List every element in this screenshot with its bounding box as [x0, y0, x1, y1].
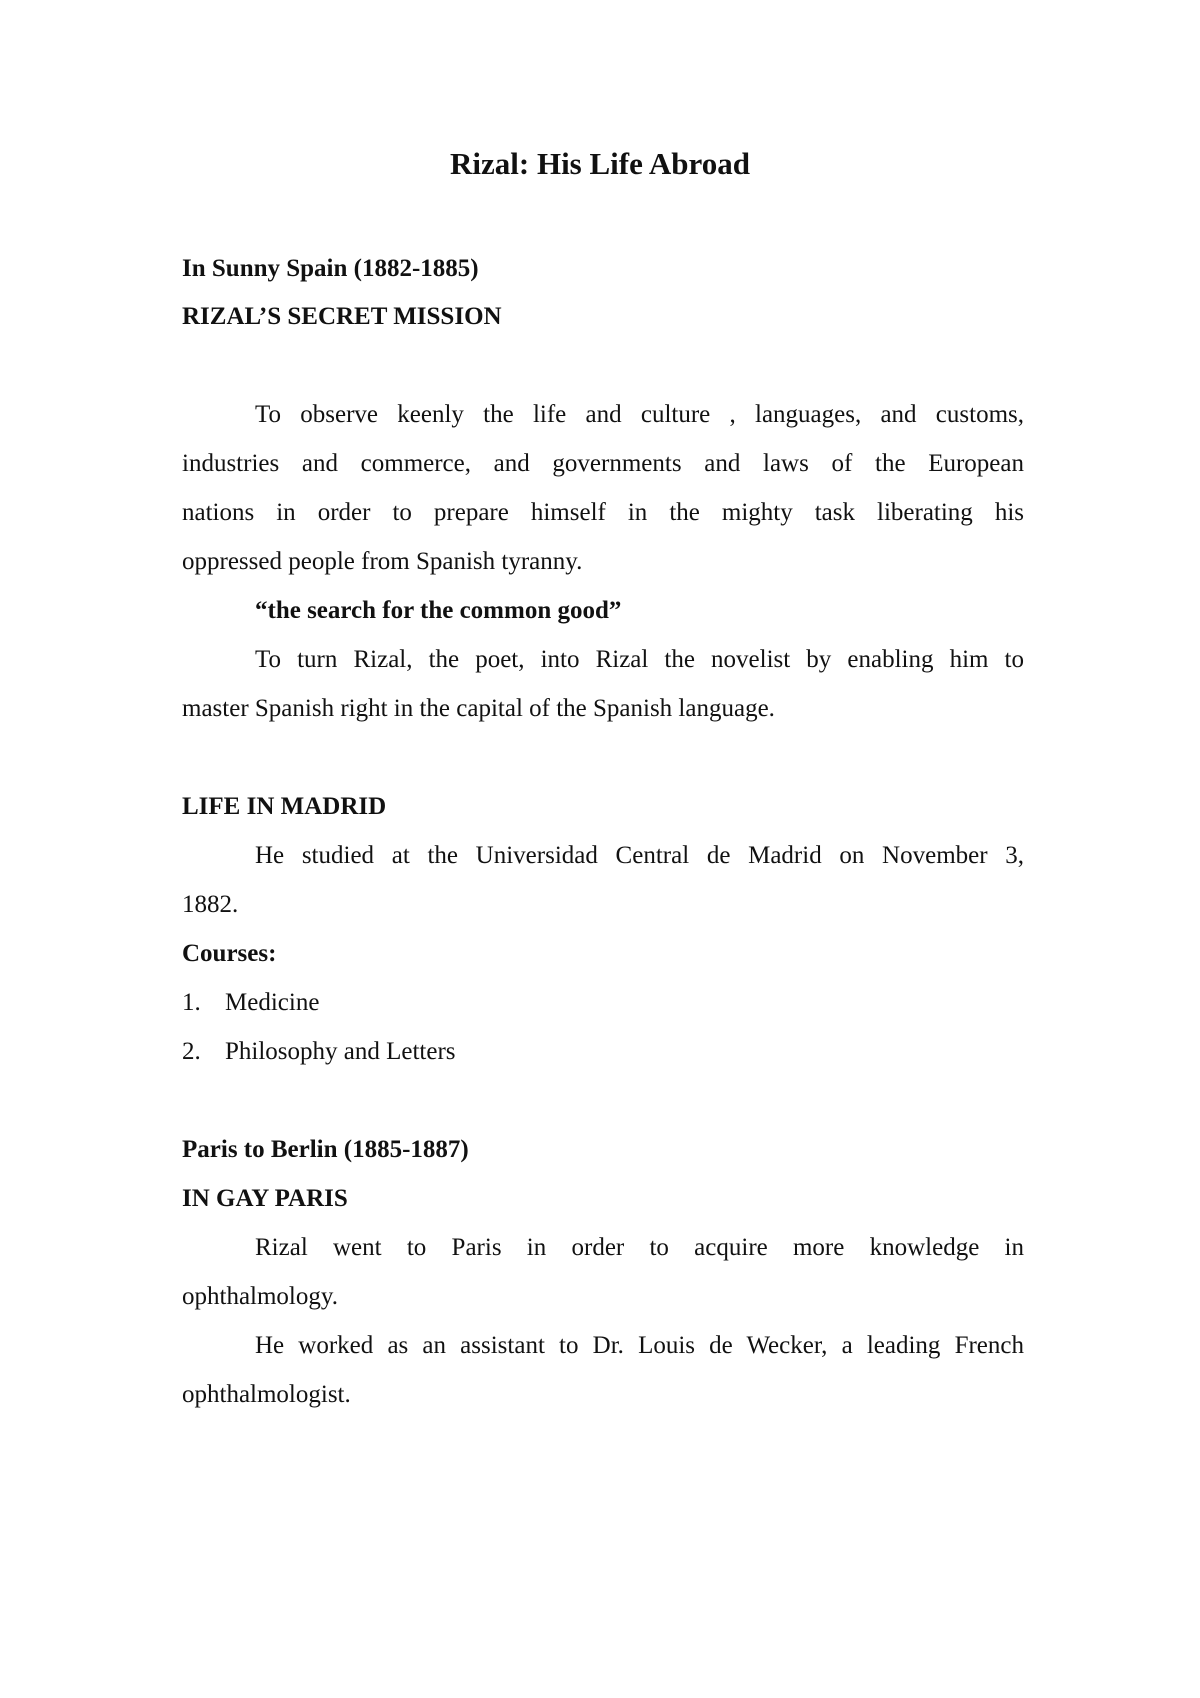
paragraph-line: To turn Rizal, the poet, into Rizal the novelist by enabling him to [255, 646, 1024, 673]
quote-common-good: “the search for the common good” [255, 597, 622, 624]
list-item-text: Philosophy and Letters [225, 1038, 456, 1065]
document-title: Rizal: His Life Abroad [450, 146, 750, 181]
list-item-text: Medicine [225, 989, 320, 1016]
section-subheading-gay-paris: IN GAY PARIS [182, 1185, 348, 1212]
paragraph-line: To observe keenly the life and culture , languages, and customs, [255, 401, 1024, 428]
paragraph-line: Rizal went to Paris in order to acquire more knowledge in [255, 1234, 1024, 1261]
paragraph-line: He worked as an assistant to Dr. Louis de Wecker, a leading French [255, 1332, 1024, 1359]
paragraph-line: nations in order to prepare himself in the mighty task liberating his [182, 499, 1024, 526]
section-heading-spain: In Sunny Spain (1882-1885) [182, 255, 479, 282]
paragraph-line: 1882. [182, 891, 239, 918]
section-heading-paris-berlin: Paris to Berlin (1885-1887) [182, 1136, 469, 1163]
paragraph-line: He studied at the Universidad Central de Madrid on November 3, [255, 842, 1024, 869]
paragraph-line: ophthalmology. [182, 1283, 339, 1310]
list-item-number: 2. [182, 1038, 201, 1065]
section-heading-madrid: LIFE IN MADRID [182, 793, 387, 820]
paragraph-line: oppressed people from Spanish tyranny. [182, 548, 583, 575]
paragraph-line: industries and commerce, and governments and laws of the European [182, 450, 1024, 477]
paragraph-line: master Spanish right in the capital of the Spanish language. [182, 695, 775, 722]
paragraph-line: ophthalmologist. [182, 1381, 351, 1408]
list-item-number: 1. [182, 989, 201, 1016]
courses-label: Courses: [182, 940, 277, 967]
section-subheading-secret-mission: RIZAL’S SECRET MISSION [182, 303, 502, 330]
